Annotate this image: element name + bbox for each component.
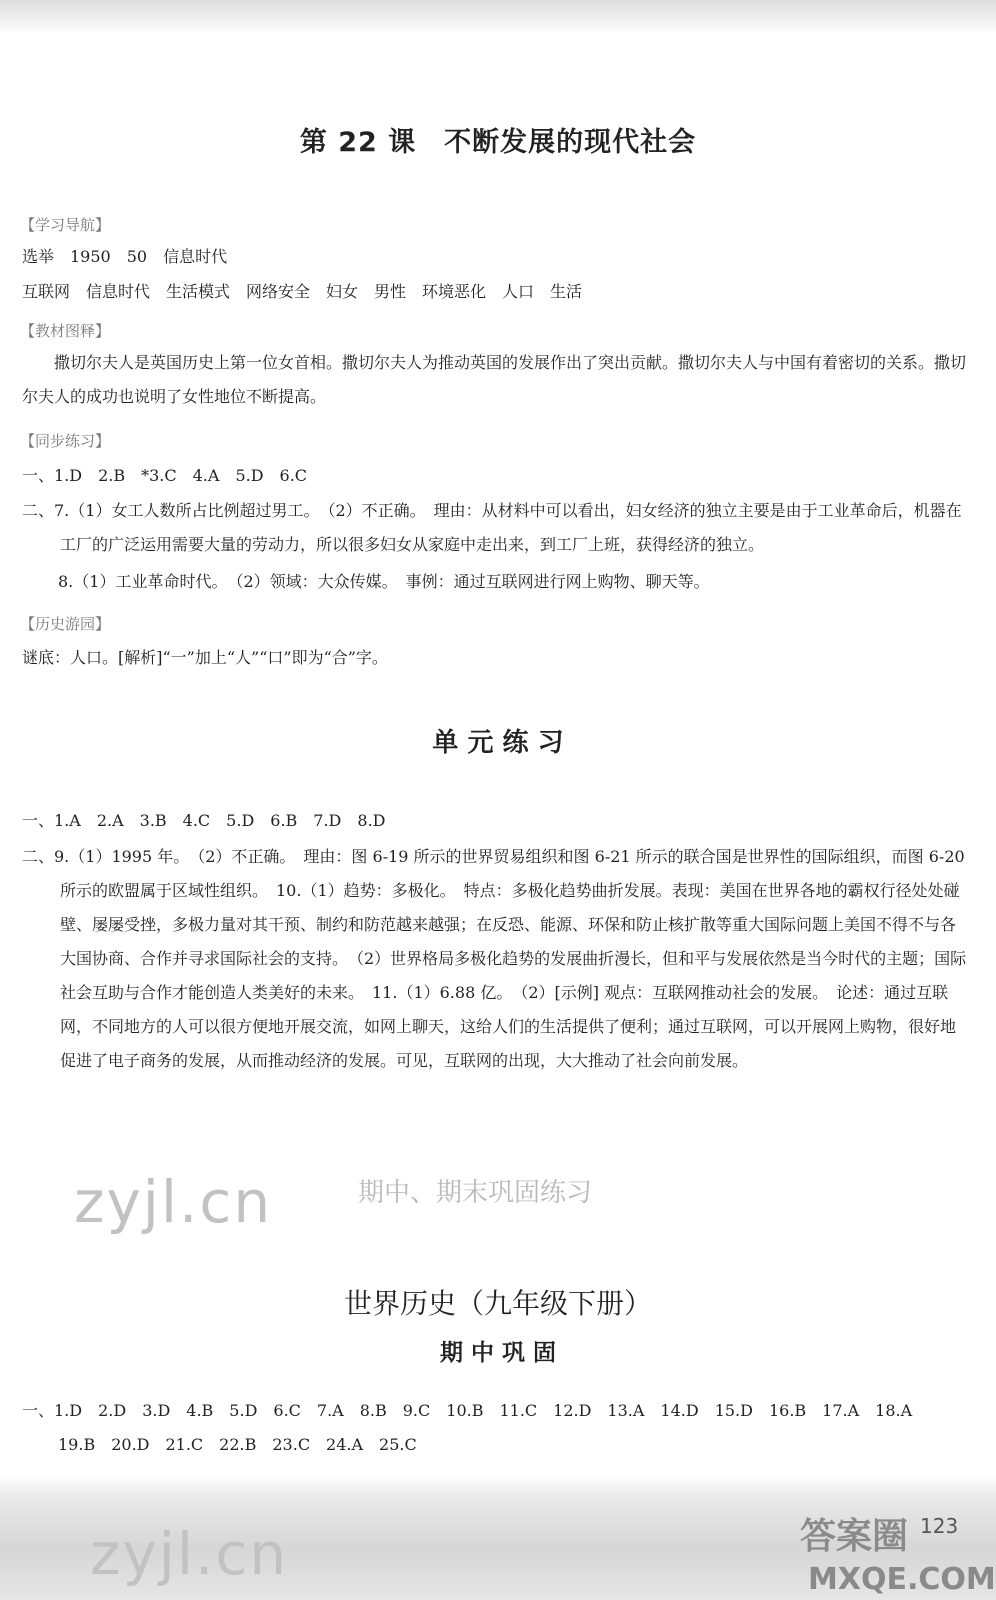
practice-answers-2: 二、7.（1）女工人数所占比例超过男工。 （2）不正确。 理由：从材料中可以看出，妇女经济的独立主要是由于工业革命后，机器在工厂的广泛运用需要大量的劳动力，所以很多妇女从家庭中走出来，到工厂上班，获得经济的独立。: [22, 501, 962, 554]
review-faint-heading: 期中、期末巩固练习: [358, 1178, 593, 1208]
watermark-mid: zyjl.cn: [74, 1168, 273, 1236]
guide-line-2: 互联网 信息时代 生活模式 网络安全 妇女 男性 环境恶化 人口 生活: [22, 282, 583, 301]
midterm-answers-1: 一、1.D 2.D 3.D 4.B 5.D 6.C 7.A 8.B 9.C 10.B 11.C 12.D 13.A 14.D 15.D 16.B 17.A 18.A: [22, 1401, 913, 1420]
logo-url: MXQE.COM: [808, 1562, 996, 1597]
guide-line-1: 选举 1950 50 信息时代: [22, 247, 228, 266]
section-tag-guide: 【学习导航】: [20, 216, 111, 234]
page-number: 123: [920, 1514, 959, 1538]
garden-answer: 谜底：人口。[解析]“一”加上“人”“口”即为“合”字。: [22, 648, 388, 667]
unit-heading: 单 元 练 习: [432, 728, 564, 758]
lesson-title: 第 22 课 不断发展的现代社会: [299, 127, 697, 158]
practice-answers-1: 一、1.D 2.B *3.C 4.A 5.D 6.C: [22, 466, 308, 485]
figure-paragraph: 撒切尔夫人是英国历史上第一位女首相。撒切尔夫人为推动英国的发展作出了突出贡献。撒切尔夫人与中国有着密切的关系。撒切尔夫人的成功也说明了女性地位不断提高。: [22, 353, 967, 406]
midterm-heading: 期 中 巩 固: [439, 1340, 557, 1366]
unit-answers-1: 一、1.A 2.A 3.B 4.C 5.D 6.B 7.D 8.D: [22, 811, 386, 830]
logo-mark: 答案圈: [800, 1516, 909, 1557]
midterm-answers-2: 19.B 20.D 21.C 22.B 23.C 24.A 25.C: [58, 1435, 417, 1454]
unit-answers-2: 二、9.（1）1995 年。 （2）不正确。 理由：图 6-19 所示的世界贸易组织和图 6-21 所示的联合国是世界性的国际组织，而图 6-20 所示的欧盟属于区域性组织。 10.（1）趋势：多极化。 特点：多极化趋势曲折发展。表现：美国在世界各地的霸权行径处处碰壁、屡屡受挫，多极力量对其干预、制约和防范越来越强；在反恐、能源、环保和防止核扩散等重大国际问题上美国不得不与各大国协商、合作并寻求国际社会的支持。 （2）世界格局多极化趋势的发展曲折漫长，但和平与发展依然是当今时代的主题；国际社会互助与合作才能创造人类美好的未来。 11.（1）6.88 亿。 （2）[示例] 观点：互联网推动社会的发展。 论述：通过互联网，不同地方的人可以很方便地开展交流，如网上聊天，这给人们的生活提供了便利；通过互联网，可以开展网上购物，很好地促进了电子商务的发展，从而推动经济的发展。可见，互联网的出现，大大推动了社会向前发展。: [22, 847, 967, 1070]
watermark-bottom: zyjl.cn: [90, 1520, 289, 1588]
book-title: 世界历史（九年级下册）: [343, 1287, 652, 1320]
scan-top-shadow: [0, 0, 996, 34]
section-tag-garden: 【历史游园】: [20, 615, 111, 633]
section-tag-practice: 【同步练习】: [20, 432, 111, 450]
section-tag-figure: 【教材图释】: [20, 322, 111, 340]
practice-answers-3: 8.（1）工业革命时代。 （2）领域：大众传媒。 事例：通过互联网进行网上购物、聊天等。: [58, 572, 710, 591]
